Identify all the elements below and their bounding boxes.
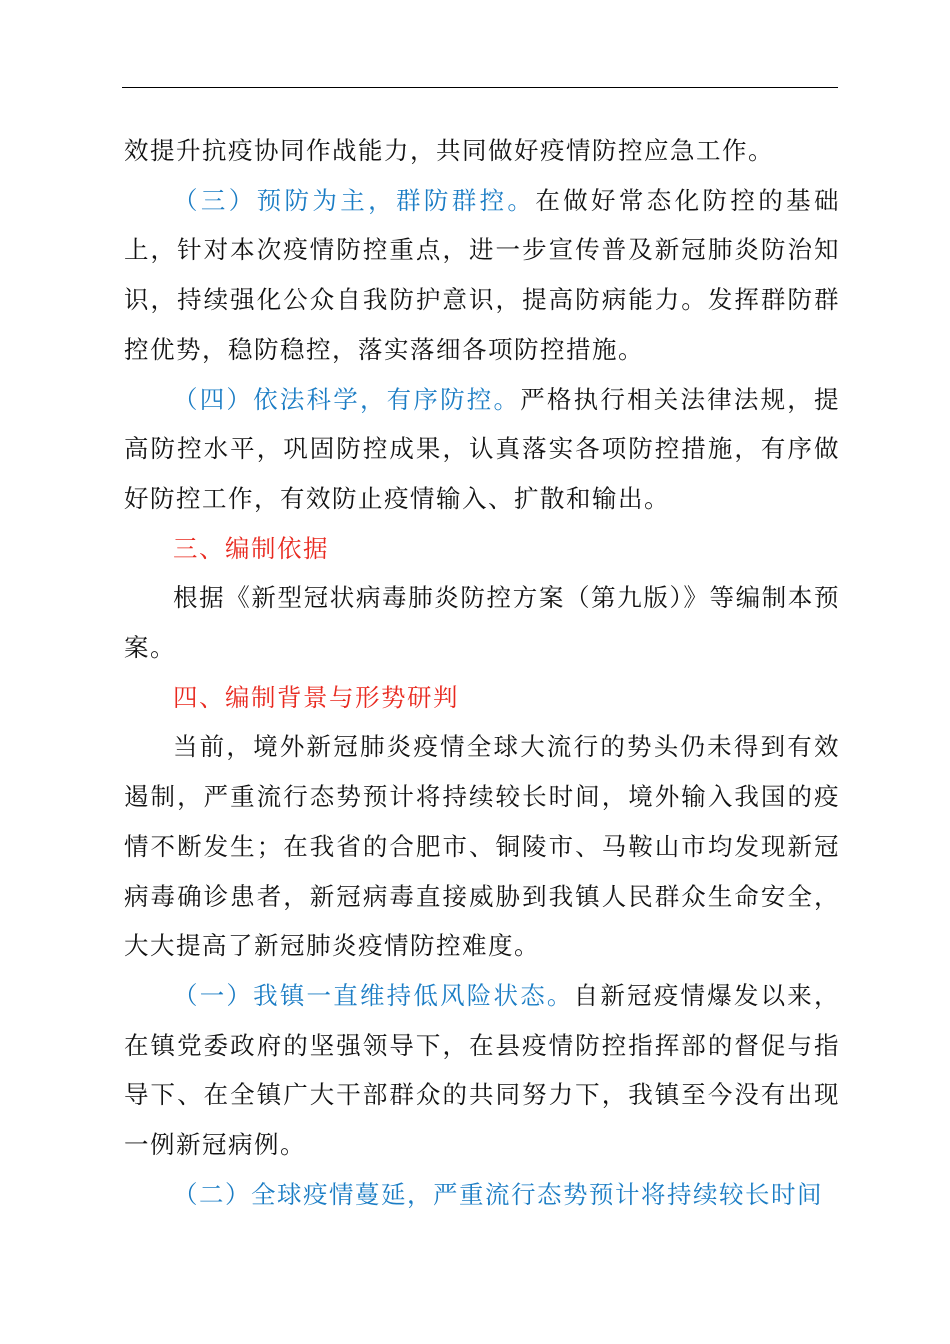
paragraph-text: 在做好常态化防控的基础上，针对本次疫情防控重点，进一步宣传普及新冠肺炎防治知识，持续强化公众自我防护意识，提高防病能力。发挥群防群控优势，稳防稳控，落实落细各项防控措施。 [124,185,841,364]
paragraph-background: 当前，境外新冠肺炎疫情全球大流行的势头仍未得到有效遏制，严重流行态势预计将持续较长时间，境外输入我国的疫情不断发生；在我省的合肥市、铜陵市、马鞍山市均发现新冠病毒确诊患者，新冠病毒直接威胁到我镇人民群众生命安全，大大提高了新冠肺炎疫情防控难度。 [124,732,840,961]
section-heading-basis: 三、编制依据 [173,533,329,563]
header-rule [122,87,838,88]
paragraph-text: 自新冠疫情爆发以来，在镇党委政府的坚强领导下，在县疫情防控指挥部的督促与指导下、在全镇广大干部群众的共同努力下，我镇至今没有出现一例新冠病例。 [124,980,840,1160]
subheading-lawful: （四）依法科学，有序防控。 [173,384,521,414]
paragraph-text: 严格执行相关法律法规，提高防控水平，巩固防控成果，认真落实各项防控措施，有序做好防控工作，有效防止疫情输入、扩散和输出。 [124,384,841,513]
subheading-low-risk: （一）我镇一直维持低风险状态。 [173,980,574,1010]
section-heading-background: 四、编制背景与形势研判 [173,682,459,712]
document-body [124,126,840,1219]
paragraph-prevention [124,176,840,375]
paragraph-continuation: 效提升抗疫协同作战能力，共同做好疫情防控应急工作。 [124,136,774,165]
paragraph-low-risk [124,971,840,1170]
subheading-prevention: （三）预防为主，群防群控。 [173,185,536,215]
paragraph-basis: 根据《新型冠状病毒肺炎防控方案（第九版）》等编制本预案。 [124,583,840,663]
paragraph-lawful [124,375,840,524]
subheading-global: （二）全球疫情蔓延，严重流行态势预计将持续较长时间 [173,1179,823,1209]
paragraph-global [124,1170,840,1220]
